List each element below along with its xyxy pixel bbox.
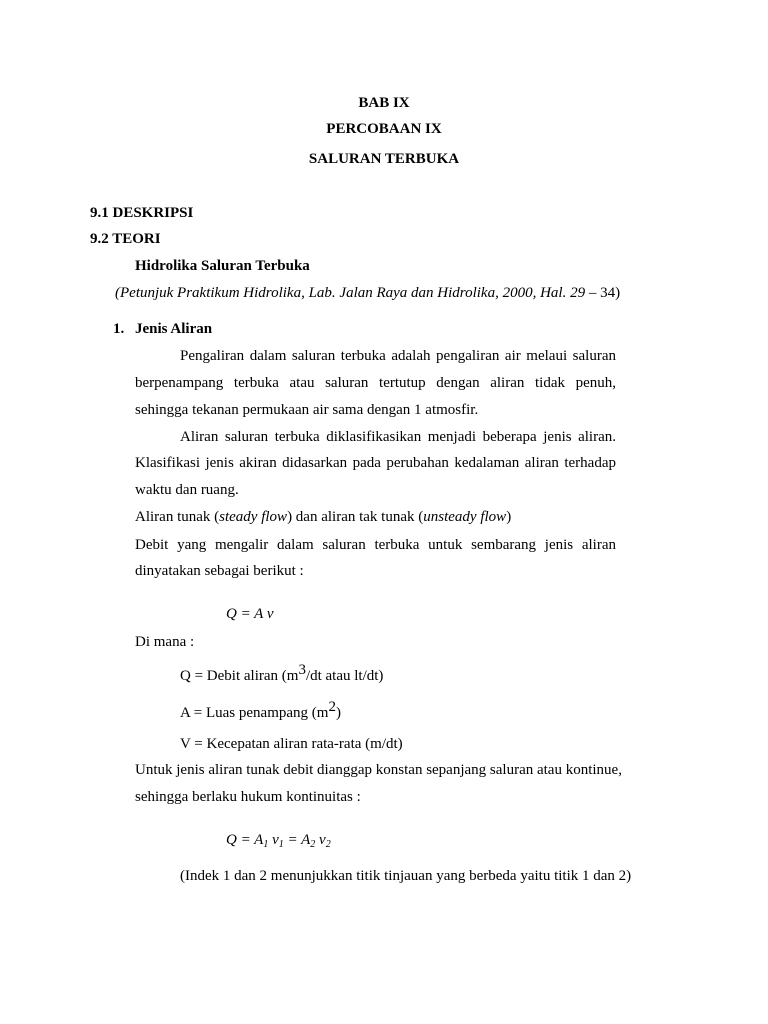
definition-text: ) — [335, 705, 341, 721]
experiment-title: PERCOBAAN IX — [326, 121, 442, 137]
paragraph-4-line-1: Untuk jenis aliran tunak debit dianggap konstan sepanjang saluran atau kontinue, — [135, 762, 622, 778]
formula-part: = A — [283, 832, 311, 848]
steady-flow-term: steady flow — [219, 509, 288, 525]
subscript: 2 — [325, 839, 331, 850]
page-title: SALURAN TERBUKA — [308, 151, 460, 167]
list-item-number: 1. — [113, 321, 125, 337]
unsteady-flow-term: unsteady flow — [423, 509, 507, 525]
list-item-heading: Jenis Aliran — [135, 321, 213, 337]
definition-a — [180, 699, 341, 721]
paragraph-2-line-3: waktu dan ruang. — [135, 482, 239, 498]
where-label: Di mana : — [135, 634, 195, 650]
definition-v: V = Kecepatan aliran rata-rata (m/dt) — [180, 736, 403, 752]
definition-text: A = Luas penampang (m — [180, 705, 329, 721]
flow-text: ) dan aliran tak tunak ( — [287, 509, 424, 525]
formula-part: v — [315, 832, 326, 848]
flow-text: Aliran tunak ( — [135, 509, 220, 525]
superscript: 2 — [328, 699, 336, 715]
paragraph-2-line-2: Klasifikasi jenis akiran didasarkan pada perubahan kedalaman aliran terhadap — [135, 455, 616, 471]
reference-source: (Petunjuk Praktikum Hidrolika, Lab. Jalan Raya dan Hidrolika, 2000, Hal. 29 — [115, 285, 586, 301]
definition-text: /dt atau lt/dt) — [305, 668, 384, 684]
flow-types-line — [135, 510, 511, 525]
formula-part: Q = A — [226, 832, 264, 848]
definition-text: Q = Debit aliran (m — [180, 668, 299, 684]
paragraph-1-line-3: sehingga tekanan permukaan air sama dengan 1 atmosfir. — [135, 402, 479, 418]
section-heading-9-2: 9.2 TEORI — [90, 231, 161, 247]
formula-continuity — [226, 833, 331, 848]
formula-discharge: Q = A v — [226, 606, 274, 622]
subscript: 1 — [278, 839, 284, 850]
reference-pages: 34) — [600, 285, 621, 301]
chapter-title: BAB IX — [358, 95, 410, 111]
section-heading-9-1: 9.1 DESKRIPSI — [90, 205, 194, 221]
reference-dash: – — [585, 285, 601, 301]
subscript: 1 — [263, 839, 269, 850]
formula-part: v — [268, 832, 279, 848]
paragraph-2-line-1: Aliran saluran terbuka diklasifikasikan menjadi beberapa jenis aliran. — [180, 429, 616, 445]
subscript: 2 — [310, 839, 316, 850]
flow-text: ) — [506, 509, 512, 525]
paragraph-1-line-1: Pengaliran dalam saluran terbuka adalah pengaliran air melaui saluran — [180, 348, 616, 364]
paragraph-1-line-2: berpenampang terbuka atau saluran tertutup dengan aliran tidak penuh, — [135, 375, 616, 391]
reference-citation — [115, 286, 620, 301]
subsection-heading: Hidrolika Saluran Terbuka — [135, 258, 310, 274]
index-note: (Indek 1 dan 2 menunjukkan titik tinjauan yang berbeda yaitu titik 1 dan 2) — [180, 868, 632, 884]
paragraph-3-line-1: Debit yang mengalir dalam saluran terbuka untuk sembarang jenis aliran — [135, 537, 616, 553]
paragraph-3-line-2: dinyatakan sebagai berikut : — [135, 563, 304, 579]
superscript: 3 — [298, 662, 306, 678]
definition-q — [180, 662, 384, 684]
paragraph-4-line-2: sehingga berlaku hukum kontinuitas : — [135, 789, 361, 805]
